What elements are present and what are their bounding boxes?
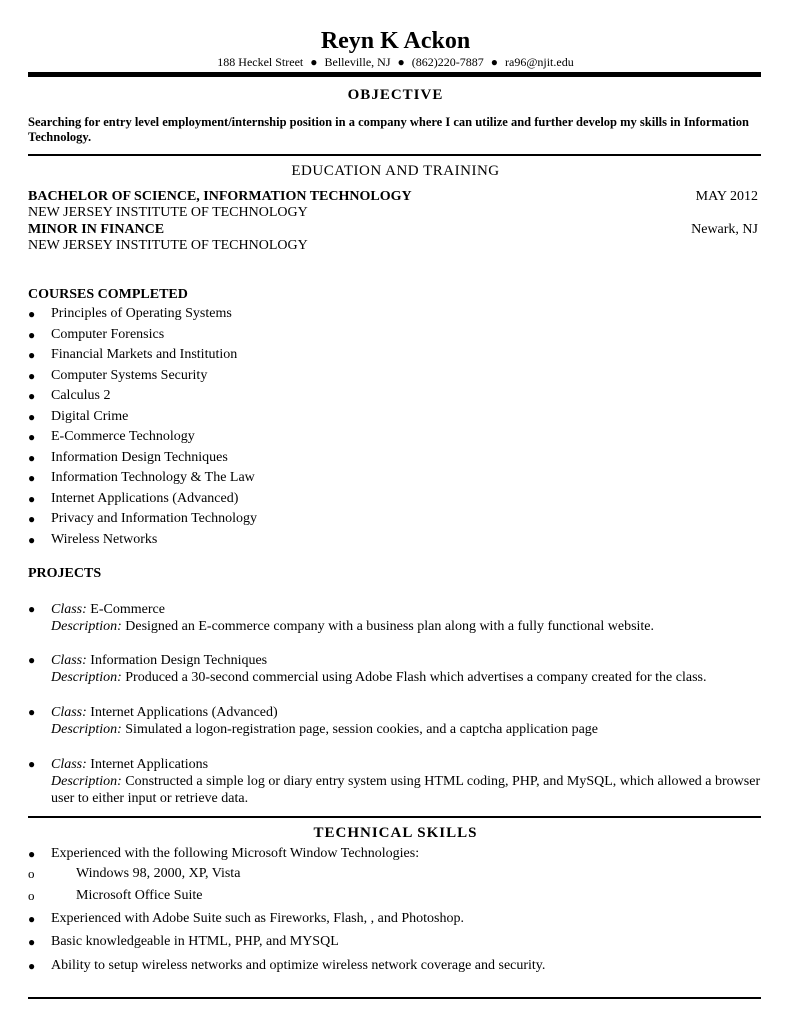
objective-text: Searching for entry level employment/internship position in a company where I can utilize and further develop my skills in Information Technology. [28, 115, 749, 144]
section-divider [28, 154, 761, 156]
separator-dot: ● [397, 55, 405, 69]
list-item: ● Principles of Operating Systems [28, 306, 232, 321]
separator-dot: ● [490, 55, 498, 69]
class-label: Class: [51, 757, 87, 772]
project-item [28, 704, 761, 738]
footer-divider [28, 997, 761, 999]
list-item: ● Financial Markets and Institution [28, 347, 238, 362]
bullet-icon: ● [28, 757, 36, 771]
list-item: ● Computer Forensics [28, 326, 165, 342]
resume-page: Reyn K Ackon 188 Heckel Street ● Belleville, NJ ● (862)220-7887 ● ra96@njit.edu OBJECTIVE Searching for entry level employment/internship position in a company where I can utilize and further develop my skills in Information Technology. EDUCATION AND TRAINING BACHELOR OF SCIENCE, INFORMATION TECHNOLOGY MAY 2012 NEW JERSEY INSTITUTE OF TECHNOLOGY MINOR IN FINANCE Newark, NJ NEW JERSEY INSTITUTE OF TECHNOLOGY COURSES COMPLETED ● Principles of Operating Systems ● Computer Forensics ● Financial Markets and Institution ● Computer Systems Security ● Calculus 2 ● Digital Crime ● E-Commerce Technology ● Information Design Techniques ● Information Technology & The Law ● Internet Applications (Advanced) ● Privacy and Information Technology ● Wireless Networks PROJECTS ● Class: E-Commerce Description: Designed an E-commerce company with a business plan along with a fully functional website. ● Class: Information Design Techniques Description: Produced a 30-second commercial using Adobe Flash which advertises a company created for the class. ● Class: Internet Applications (Advanced) Description: Simulated a logon-registration page, session cookies, and a captcha application page ● Class: Internet Applications Description: Constructed a simple log or diary entry system using HTML coding, PHP, and MySQL, which allowed a browser user to either input or retrieve data. TECHNICAL SKILLS ● Experienced with the following Microsoft Window Technologies: o Windows 98, 2000, XP, Vista o Microsoft Office Suite ● Experienced with Adobe Suite such as Fireworks, Flash, , and Photoshop. ● Basic knowledgeable in HTML, PHP, and MYSQL ● Ability to setup wireless networks and optimize wireless network coverage and security. [0, 0, 791, 1023]
description-label: Description: [51, 619, 122, 634]
header-divider [28, 72, 761, 77]
section-title-skills: TECHNICAL SKILLS [313, 825, 478, 841]
email-address: ra96@njit.edu [505, 55, 574, 69]
description-label: Description: [51, 670, 122, 685]
list-item: ● Privacy and Information Technology [28, 511, 257, 526]
city: Belleville, NJ [324, 55, 391, 69]
education-minor-row [28, 222, 758, 238]
degree-date: MAY 2012 [695, 189, 758, 204]
contact-line [0, 55, 791, 69]
bullet-icon: ● [28, 653, 36, 667]
courses-list [28, 306, 257, 552]
bullet-icon: ● [28, 471, 36, 485]
project-description: Simulated a logon-registration page, session cookies, and a captcha application page [125, 722, 599, 737]
school-location: Newark, NJ [691, 222, 758, 237]
class-label: Class: [51, 653, 87, 668]
education-degree-row [28, 189, 758, 205]
section-title-education: EDUCATION AND TRAINING [291, 163, 500, 179]
street-address: 188 Heckel Street [217, 55, 304, 69]
bullet-icon: ● [28, 430, 36, 444]
bullet-icon: ● [28, 532, 36, 547]
bullet-icon: ● [28, 368, 36, 383]
list-item: ● Information Design Techniques [28, 449, 228, 465]
project-item [28, 756, 761, 807]
minor-name: MINOR IN FINANCE [28, 222, 165, 237]
list-item: ● Wireless Networks [28, 531, 158, 547]
school-name: NEW JERSEY INSTITUTE OF TECHNOLOGY [28, 205, 308, 220]
projects-heading: PROJECTS [28, 566, 102, 581]
project-class: E-Commerce [90, 602, 165, 617]
project-description: Constructed a simple log or diary entry system using HTML coding, PHP, and MySQL, which allowed a browser user to either input or retrieve data. [51, 774, 761, 806]
project-description: Produced a 30-second commercial using Adobe Flash which advertises a company created for the class. [125, 670, 707, 685]
bullet-icon: ● [28, 450, 36, 465]
degree-name: BACHELOR OF SCIENCE, INFORMATION TECHNOLOGY [28, 189, 412, 204]
project-item [28, 652, 761, 686]
description-label: Description: [51, 774, 122, 789]
bullet-icon: ● [28, 512, 36, 526]
project-description: Designed an E-commerce company with a business plan along with a fully functional website. [125, 619, 655, 634]
bullet-icon: ● [28, 847, 36, 861]
bullet-icon: ● [28, 705, 36, 719]
list-item: ● E-Commerce Technology [28, 429, 195, 444]
list-item: ● Computer Systems Security [28, 367, 208, 383]
project-class: Information Design Techniques [90, 653, 268, 668]
bullet-icon: ● [28, 327, 36, 342]
phone-number: (862)220-7887 [411, 55, 484, 69]
class-label: Class: [51, 705, 87, 720]
circle-bullet-icon: o [28, 888, 35, 903]
bullet-icon: ● [28, 409, 36, 424]
section-divider [28, 816, 761, 818]
bullet-icon: ● [28, 307, 36, 321]
bullet-icon: ● [28, 935, 36, 949]
section-title-objective: OBJECTIVE [347, 87, 444, 103]
project-class: Internet Applications [90, 757, 209, 772]
list-item: ● Calculus 2 [28, 388, 111, 403]
list-item: ● Internet Applications (Advanced) [28, 490, 239, 506]
bullet-icon: ● [28, 491, 36, 506]
description-label: Description: [51, 722, 122, 737]
class-label: Class: [51, 602, 87, 617]
bullet-icon: ● [28, 959, 36, 973]
bullet-icon: ● [28, 602, 36, 616]
bullet-icon: ● [28, 389, 36, 403]
list-item: ● Digital Crime [28, 408, 129, 424]
bullet-icon: ● [28, 348, 36, 362]
courses-heading: COURSES COMPLETED [28, 287, 188, 302]
bullet-icon: ● [28, 912, 36, 926]
applicant-name: Reyn K Ackon [320, 28, 471, 54]
separator-dot: ● [310, 55, 318, 69]
project-class: Internet Applications (Advanced) [90, 705, 278, 720]
project-item [28, 601, 761, 635]
circle-bullet-icon: o [28, 866, 35, 881]
school-name: NEW JERSEY INSTITUTE OF TECHNOLOGY [28, 238, 308, 253]
list-item: ● Information Technology & The Law [28, 470, 255, 485]
